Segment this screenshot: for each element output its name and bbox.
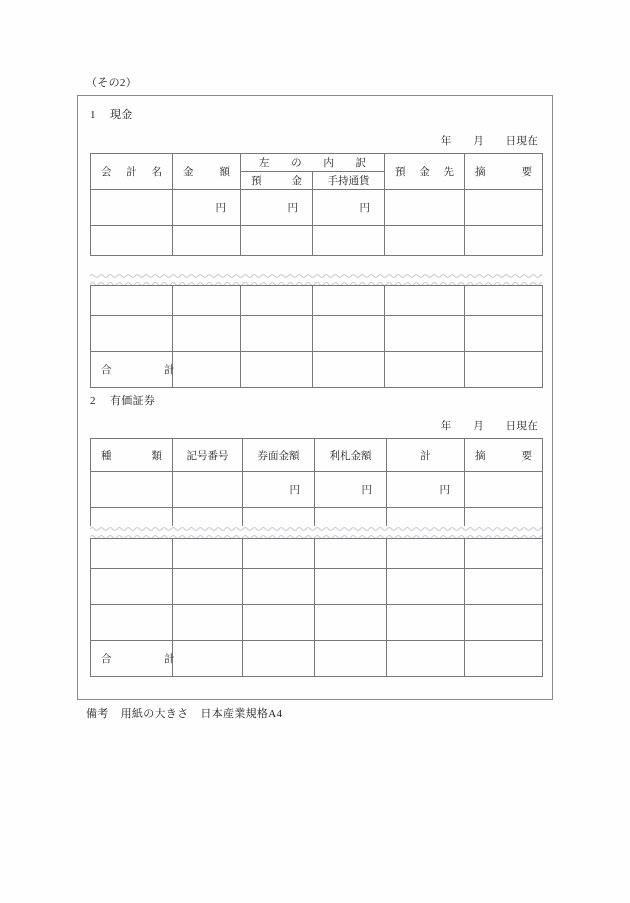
cell-face-value[interactable] [243,508,315,538]
col-header-face-value: 券面金額 [243,439,315,472]
section-1-date-line: 年 月 日現在 [440,136,538,147]
col-header-cash-on-hand: 手持通貨 [313,172,385,190]
table-total-row [91,641,543,677]
table-row [91,226,543,256]
cell-kind[interactable] [91,605,173,641]
table-row [91,508,543,538]
cell-face-value-unit[interactable]: 円 [243,472,315,508]
cell-kind[interactable] [91,508,173,538]
table-total-row [91,352,543,388]
cell-cash-on-hand[interactable] [313,286,385,316]
section-1-title: 現金 [110,109,133,121]
cell-total[interactable] [387,569,465,605]
cell-deposit-bank[interactable] [385,316,465,352]
table-header-row [91,154,543,172]
cell-total-deposit-bank[interactable] [385,352,465,388]
cell-account-name[interactable] [91,316,173,352]
cell-total-face-value[interactable] [243,641,315,677]
cell-face-value[interactable] [243,569,315,605]
col-header-amount: 金 額 [173,154,241,190]
cell-total-deposit[interactable] [241,352,313,388]
footnote-body: 用紙の大きさ [120,708,189,720]
cell-kind[interactable] [91,569,173,605]
cell-remarks[interactable] [465,569,543,605]
cell-face-value[interactable] [243,539,315,569]
col-header-symbol-number: 記号番号 [173,439,243,472]
cell-deposit[interactable] [241,286,313,316]
cell-account-name[interactable] [91,226,173,256]
section-2-heading [90,392,155,408]
cell-total-label: 合 計 [91,352,173,388]
cell-total-coupon-value[interactable] [315,641,387,677]
cell-symbol-number[interactable] [173,569,243,605]
col-header-remarks: 摘 要 [465,154,543,190]
form-frame [77,95,553,700]
cell-total-remarks[interactable] [465,641,543,677]
cell-deposit-bank[interactable] [385,226,465,256]
section-2-title: 有価証券 [110,395,156,407]
footnote-spec: 日本産業規格A4 [200,708,283,720]
cell-deposit-bank[interactable] [385,286,465,316]
cell-remarks[interactable] [465,472,543,508]
cell-account-name[interactable] [91,190,173,226]
sheet-label: （その2） [86,77,137,89]
cell-cash-on-hand-unit[interactable]: 円 [313,190,385,226]
cell-total[interactable] [387,539,465,569]
cell-remarks[interactable] [465,316,543,352]
cell-total-label: 合 計 [91,641,173,677]
table-header-row [91,439,543,472]
cell-deposit-bank[interactable] [385,190,465,226]
cell-amount-unit[interactable]: 円 [173,190,241,226]
table-row [91,605,543,641]
cell-symbol-number[interactable] [173,472,243,508]
cell-symbol-number[interactable] [173,539,243,569]
cell-remarks[interactable] [465,539,543,569]
col-header-deposit: 預 金 [241,172,313,190]
cell-remarks[interactable] [465,226,543,256]
cell-amount[interactable] [173,226,241,256]
cell-coupon-value[interactable] [315,539,387,569]
cell-total-symbol-number[interactable] [173,641,243,677]
cell-deposit[interactable] [241,316,313,352]
cell-coupon-value-unit[interactable]: 円 [315,472,387,508]
section-1-number: 1 [90,109,96,121]
table-row [91,539,543,569]
footnote [86,705,282,721]
col-header-total: 計 [387,439,465,472]
cell-total[interactable] [387,605,465,641]
cell-symbol-number[interactable] [173,605,243,641]
cell-total-amount[interactable] [173,352,241,388]
cell-remarks[interactable] [465,190,543,226]
cell-total-remarks[interactable] [465,352,543,388]
securities-table-upper [90,438,543,538]
cell-remarks[interactable] [465,508,543,538]
col-header-account-name: 会 計 名 [91,154,173,190]
cell-coupon-value[interactable] [315,605,387,641]
securities-table-lower [90,538,543,677]
col-header-kind: 種 類 [91,439,173,472]
cell-deposit[interactable] [241,226,313,256]
cell-account-name[interactable] [91,286,173,316]
cell-coupon-value[interactable] [315,569,387,605]
cell-face-value[interactable] [243,605,315,641]
cell-coupon-value[interactable] [315,508,387,538]
cell-total-unit[interactable]: 円 [387,472,465,508]
col-header-coupon-value: 利札金額 [315,439,387,472]
cell-amount[interactable] [173,316,241,352]
cell-remarks[interactable] [465,286,543,316]
cell-remarks[interactable] [465,605,543,641]
table-row [91,286,543,316]
cell-kind[interactable] [91,472,173,508]
col-header-remarks: 摘 要 [465,439,543,472]
cell-amount[interactable] [173,286,241,316]
col-header-breakdown: 左 の 内 訳 [241,154,385,172]
cell-symbol-number[interactable] [173,508,243,538]
section-2-date-line: 年 月 日現在 [440,421,538,432]
table-row [91,569,543,605]
cell-total-cash-on-hand[interactable] [313,352,385,388]
cash-table-upper [90,153,543,256]
footnote-prefix: 備考 [86,708,109,720]
col-header-deposit-bank: 預 金 先 [385,154,465,190]
cell-cash-on-hand[interactable] [313,226,385,256]
table-row [91,316,543,352]
cell-kind[interactable] [91,539,173,569]
section-2-number: 2 [90,395,96,407]
table-row [91,472,543,508]
cell-cash-on-hand[interactable] [313,316,385,352]
cash-table-lower [90,285,543,388]
cell-total-sum[interactable] [387,641,465,677]
cell-total[interactable] [387,508,465,538]
cell-deposit-unit[interactable]: 円 [241,190,313,226]
section-1-heading [90,106,133,122]
table-row [91,190,543,226]
